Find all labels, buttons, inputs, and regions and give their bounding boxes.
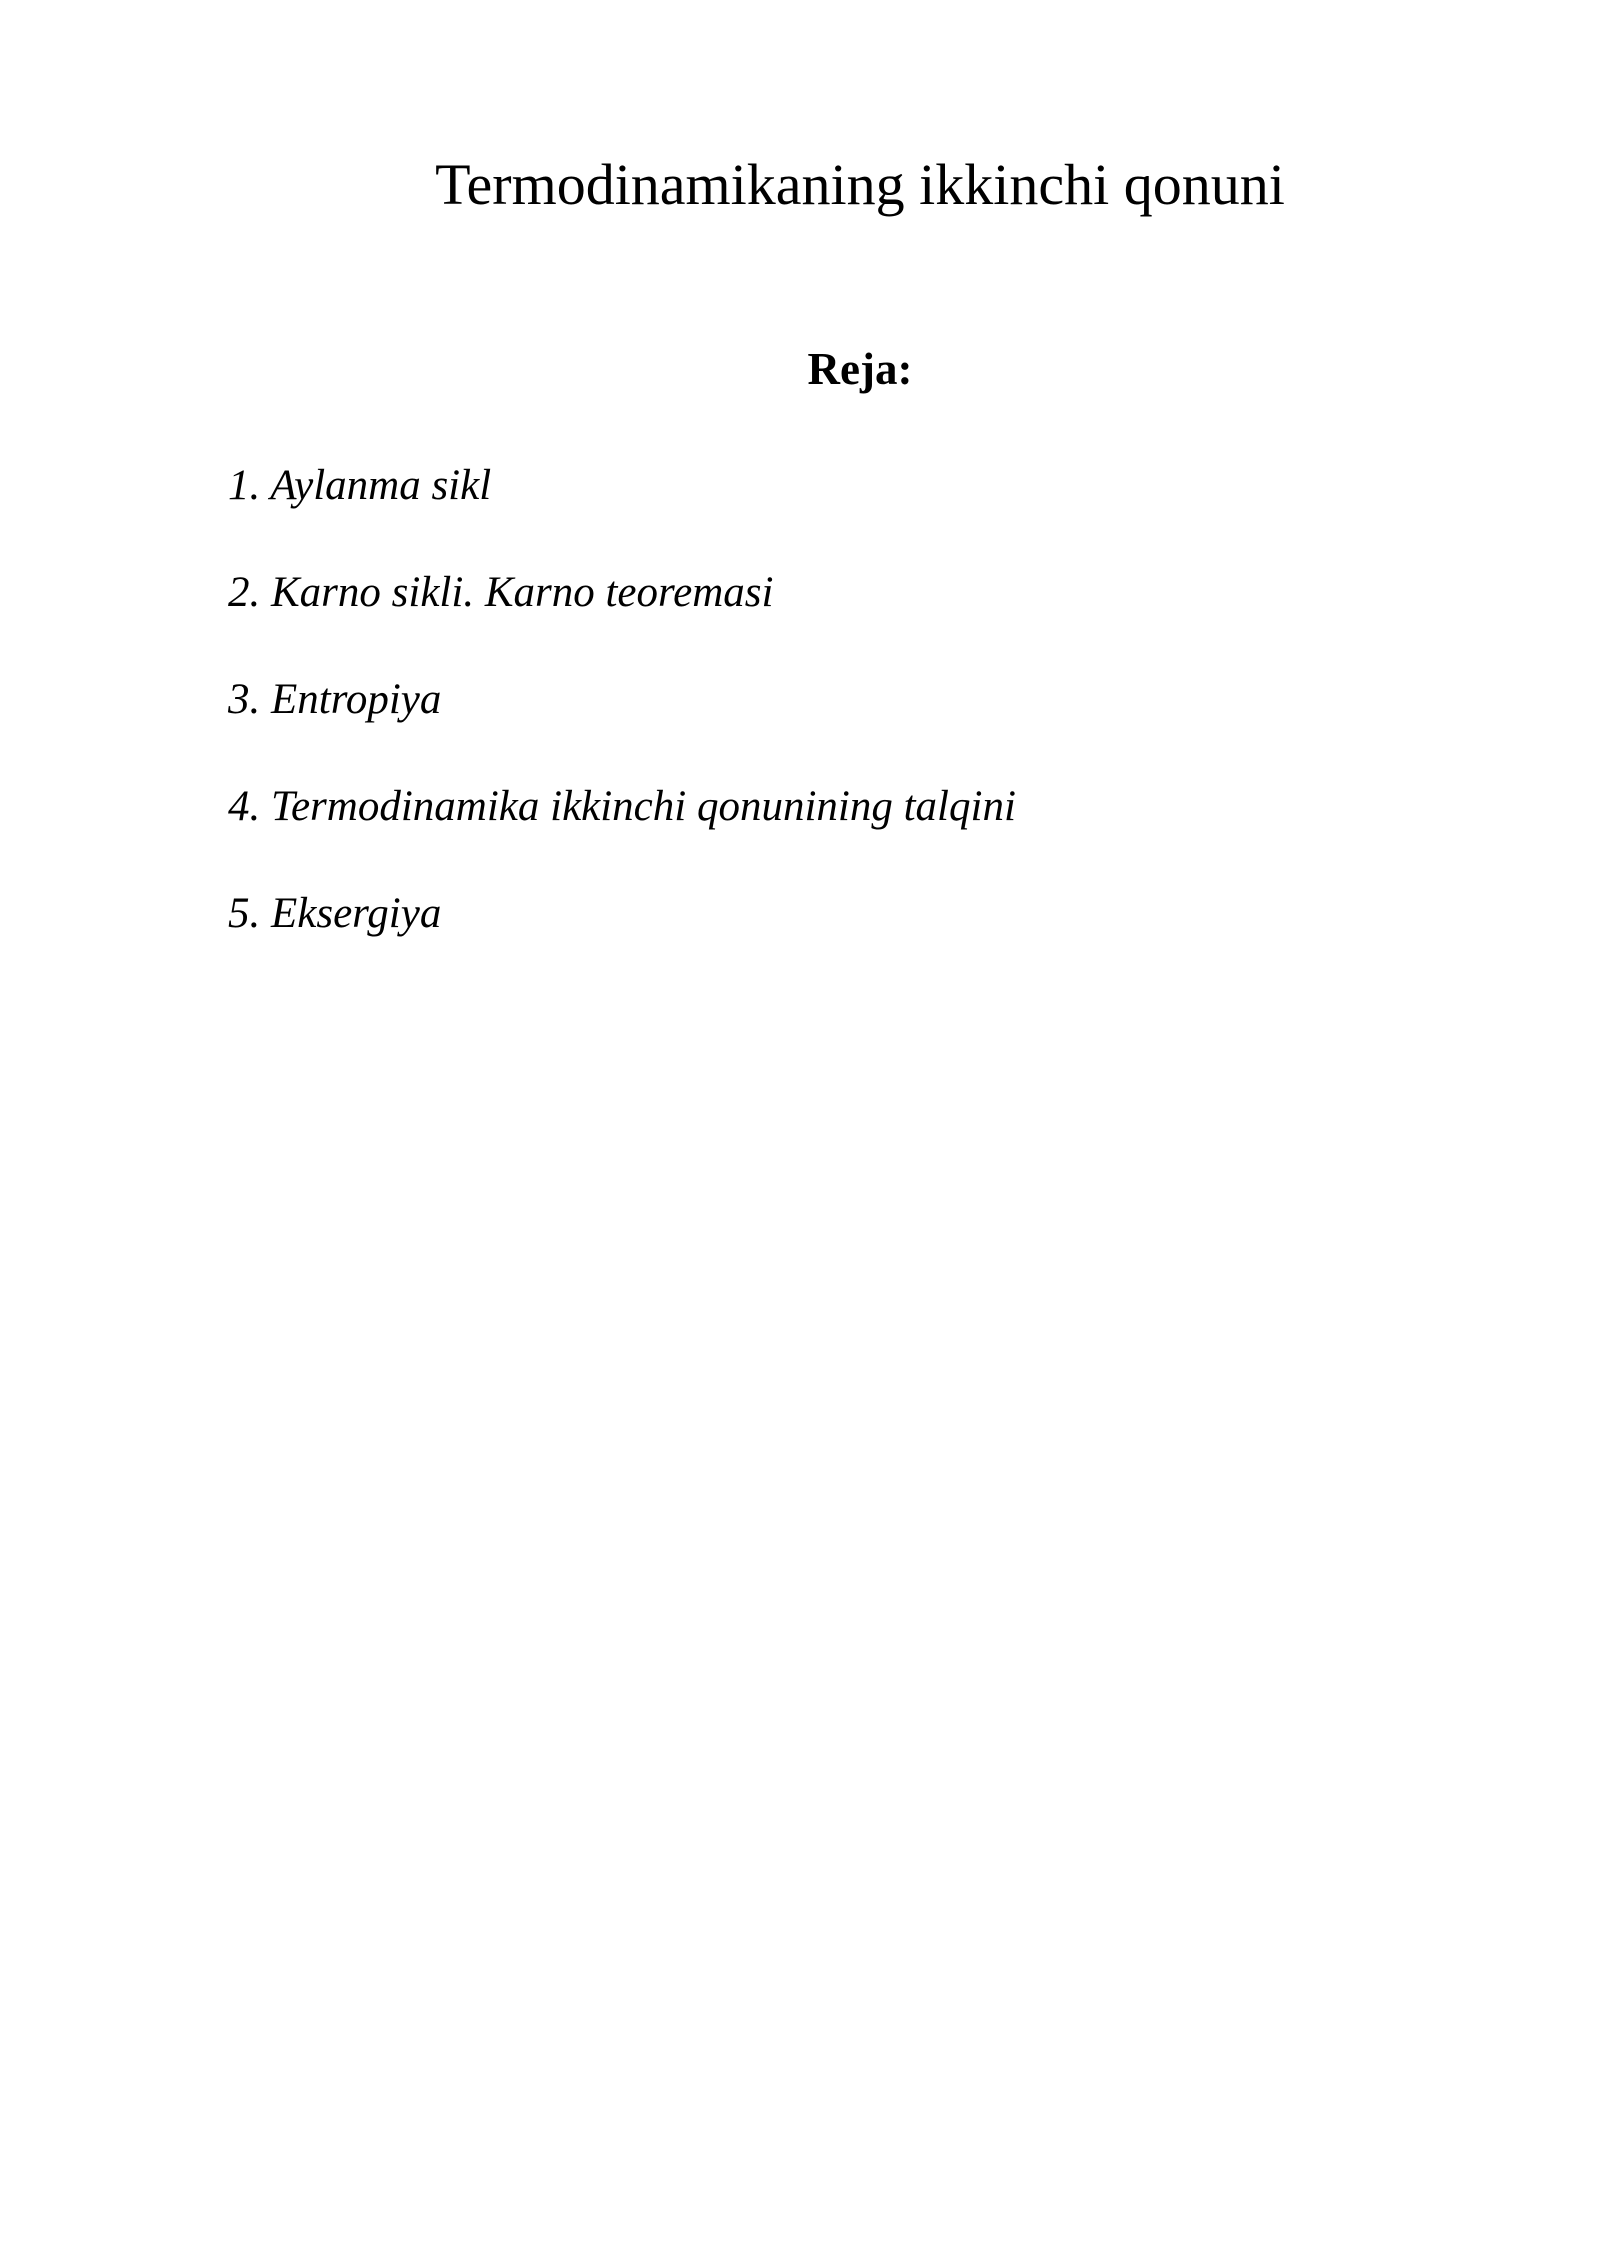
plan-item: 4. Termodinamika ikkinchi qonunining talqini xyxy=(228,783,1016,830)
plan-heading: Reja: xyxy=(807,344,913,394)
plan-item: 5. Eksergiya xyxy=(228,890,442,937)
plan-item: 2. Karno sikli. Karno teoremasi xyxy=(228,569,774,616)
plan-list xyxy=(228,460,1016,995)
document-title: Termodinamikaning ikkinchi qonuni xyxy=(435,152,1285,217)
plan-item: 1. Aylanma sikl xyxy=(228,462,492,509)
plan-item: 3. Entropiya xyxy=(228,676,442,723)
